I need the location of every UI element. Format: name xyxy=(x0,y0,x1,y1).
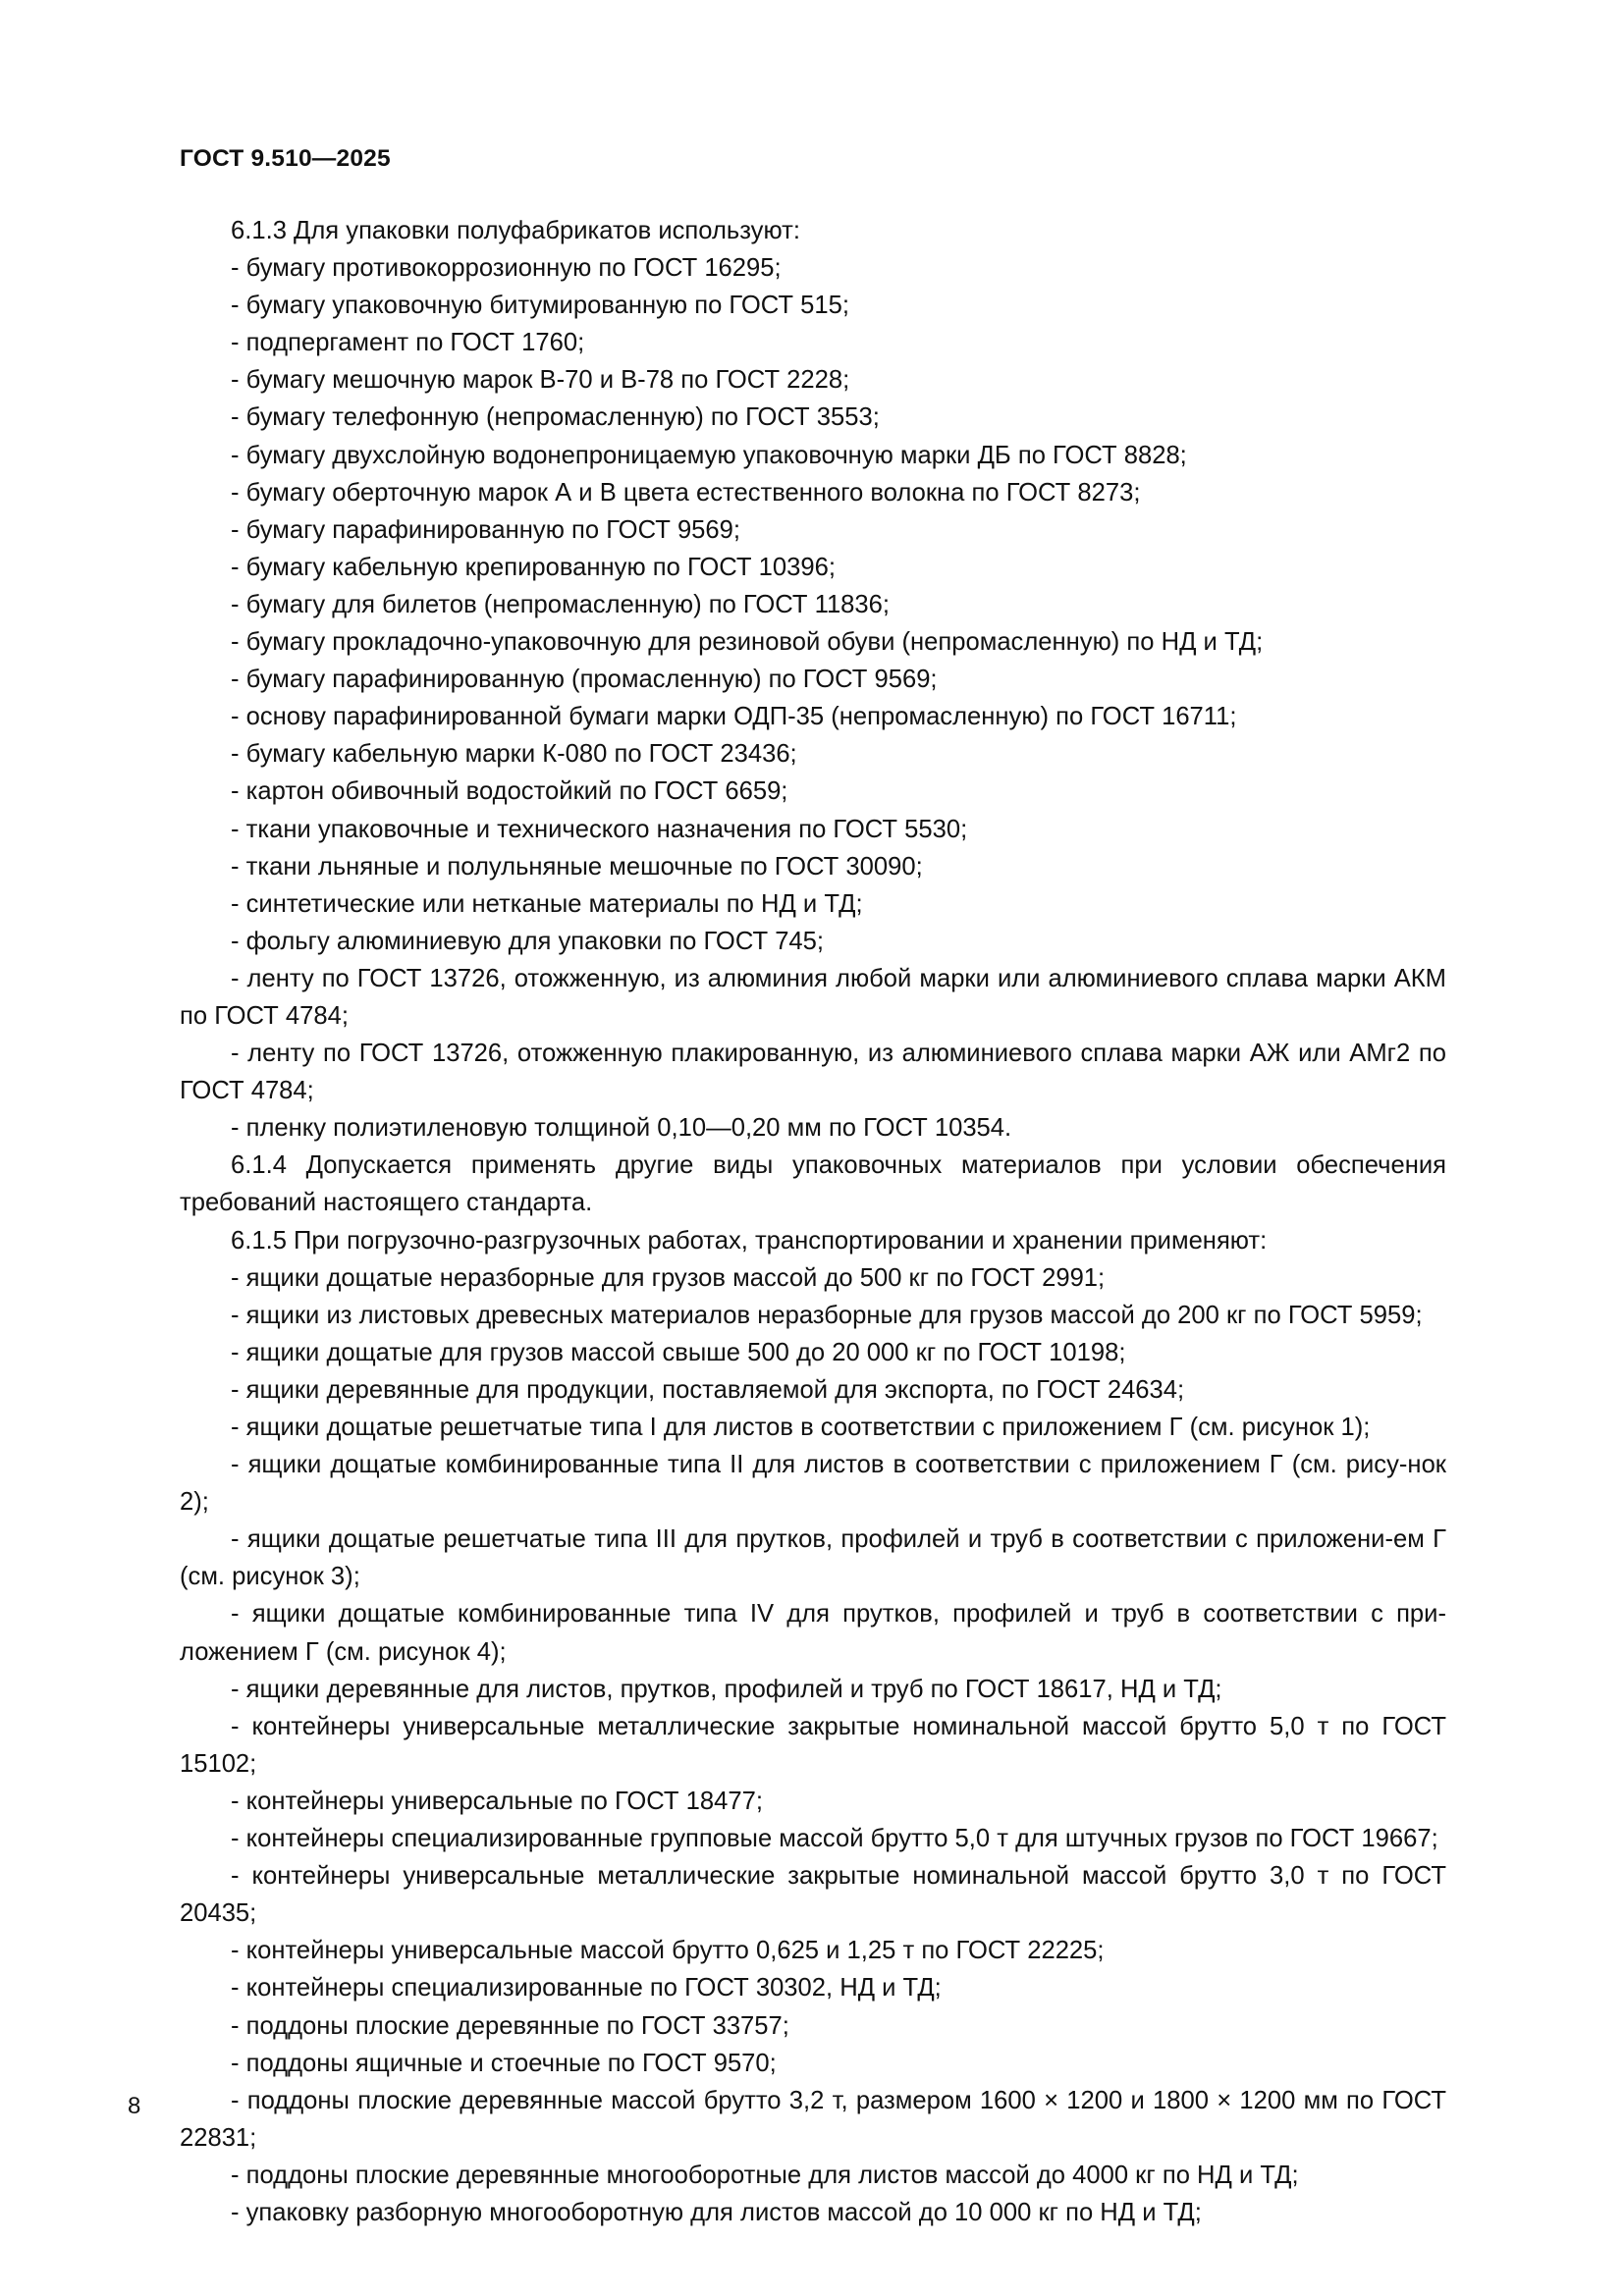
p-item-type-1: - ящики дощатые решетчатые типа I для листов в соответствии с приложением Г (см. рисунок 1); xyxy=(231,1414,1371,1441)
p-item-type-3: - ящики дощатые решетчатые типа III для прутков, профилей и труб в соответствии с приложени-ем Г (см. рисунок 3); xyxy=(180,1525,1446,1591)
p-item-5530: - ткани упаковочные и технического назначения по ГОСТ 5530; xyxy=(231,815,968,843)
document-body xyxy=(180,212,1446,2231)
page-header-standard-number: ГОСТ 9.510—2025 xyxy=(180,145,391,172)
p-item-5959: - ящики из листовых древесных материалов неразборные для грузов массой до 200 кг по ГОСТ 5959; xyxy=(231,1301,1423,1329)
p-6-1-5: 6.1.5 При погрузочно-разгрузочных работах, транспортировании и хранении применяют: xyxy=(231,1226,1268,1255)
p-item-18617: - ящики деревянные для листов, прутков, профилей и труб по ГОСТ 18617, НД и ТД; xyxy=(231,1675,1222,1703)
p-item-11836: - бумагу для билетов (непромасленную) по ГОСТ 11836; xyxy=(231,590,890,618)
p-item-3553: - бумагу телефонную (непромасленную) по ГОСТ 3553; xyxy=(231,403,880,432)
p-item-18477: - контейнеры универсальные по ГОСТ 18477; xyxy=(231,1787,763,1815)
p-item-13726-clad: - ленту по ГОСТ 13726, отожженную плакированную, из алюминиевого сплава марки АЖ или АМг2 по ГОСТ 4784; xyxy=(180,1040,1446,1105)
p-item-10396: - бумагу кабельную крепированную по ГОСТ 10396; xyxy=(231,553,836,581)
p-item-1760: - подпергамент по ГОСТ 1760; xyxy=(231,329,585,357)
p-item-515: - бумагу упаковочную битумированную по ГОСТ 515; xyxy=(231,292,849,320)
p-item-2228: - бумагу мешочную марок В-70 и В-78 по ГОСТ 2228; xyxy=(231,366,850,395)
p-item-rubber-shoes: - бумагу прокладочно-упаковочную для резиновой обуви (непромасленную) по НД и ТД; xyxy=(231,628,1264,657)
p-item-23436: - бумагу кабельную марки К-080 по ГОСТ 23436; xyxy=(231,740,797,769)
p-item-9569-oiled: - бумагу парафинированную (промасленную) по ГОСТ 9569; xyxy=(231,666,938,694)
p-item-30090: - ткани льняные и полульняные мешочные по ГОСТ 30090; xyxy=(231,852,923,881)
p-item-type-4: - ящики дощатые комбинированные типа IV для прутков, профилей и труб в соответствии с при-ложением Г (см. рисунок 4); xyxy=(180,1600,1446,1666)
p-item-6659: - картон обивочный водостойкий по ГОСТ 6659; xyxy=(231,777,788,806)
p-item-22225: - контейнеры универсальные массой брутто 0,625 и 1,25 т по ГОСТ 22225; xyxy=(231,1937,1105,1965)
p-item-30302: - контейнеры специализированные по ГОСТ 30302, НД и ТД; xyxy=(231,1974,942,2002)
p-item-33757: - поддоны плоские деревянные по ГОСТ 33757; xyxy=(231,2011,789,2040)
p-item-16711: - основу парафинированной бумаги марки ОДП-35 (непромасленную) по ГОСТ 16711; xyxy=(231,703,1237,731)
p-item-9569: - бумагу парафинированную по ГОСТ 9569; xyxy=(231,515,740,544)
p-item-745: - фольгу алюминиевую для упаковки по ГОСТ 745; xyxy=(231,927,825,955)
page-number: 8 xyxy=(128,2093,141,2119)
p-item-10198: - ящики дощатые для грузов массой свыше 500 до 20 000 кг по ГОСТ 10198; xyxy=(231,1338,1126,1366)
p-item-pallets-4000: - поддоны плоские деревянные многооборотные для листов массой до 4000 кг по НД и ТД; xyxy=(231,2161,1299,2189)
p-6-1-3: 6.1.3 Для упаковки полуфабрикатов используют: xyxy=(231,217,800,244)
p-item-16295: - бумагу противокоррозионную по ГОСТ 16295; xyxy=(231,254,782,283)
p-item-13726-akm: - ленту по ГОСТ 13726, отожженную, из алюминия любой марки или алюминиевого сплава марки АКМ по ГОСТ 4784; xyxy=(180,964,1446,1030)
p-item-20435: - контейнеры универсальные металлические закрытые номинальной массой брутто 3,0 т по ГОСТ 20435; xyxy=(180,1862,1446,1928)
p-item-24634: - ящики деревянные для продукции, поставляемой для экспорта, по ГОСТ 24634; xyxy=(231,1375,1185,1404)
p-item-9570: - поддоны ящичные и стоечные по ГОСТ 9570; xyxy=(231,2049,777,2077)
p-item-type-2: - ящики дощатые комбинированные типа II для листов в соответствии с приложением Г (см. рису-нок 2); xyxy=(180,1451,1446,1517)
p-item-15102: - контейнеры универсальные металлические закрытые номинальной массой брутто 5,0 т по ГОСТ 15102; xyxy=(180,1712,1446,1778)
p-item-19667: - контейнеры специализированные групповые массой брутто 5,0 т для штучных грузов по ГОСТ 19667; xyxy=(231,1825,1438,1853)
p-item-synthetic: - синтетические или нетканые материалы по НД и ТД; xyxy=(231,889,863,918)
p-item-pack-10000: - упаковку разборную многооборотную для листов массой до 10 000 кг по НД и ТД; xyxy=(231,2198,1202,2226)
p-item-22831: - поддоны плоские деревянные массой брутто 3,2 т, размером 1600 × 1200 и 1800 × 1200 мм по ГОСТ 22831; xyxy=(180,2086,1446,2152)
p-item-8273: - бумагу оберточную марок А и В цвета естественного волокна по ГОСТ 8273; xyxy=(231,478,1141,507)
p-item-10354: - пленку полиэтиленовую толщиной 0,10—0,20 мм по ГОСТ 10354. xyxy=(231,1114,1012,1143)
p-item-2991: - ящики дощатые неразборные для грузов массой до 500 кг по ГОСТ 2991; xyxy=(231,1263,1106,1292)
p-6-1-4: 6.1.4 Допускается применять другие виды упаковочных материалов при условии обеспечения требований настоящего стандарта. xyxy=(180,1151,1446,1217)
p-item-8828: - бумагу двухслойную водонепроницаемую упаковочную марки ДБ по ГОСТ 8828; xyxy=(231,441,1187,469)
